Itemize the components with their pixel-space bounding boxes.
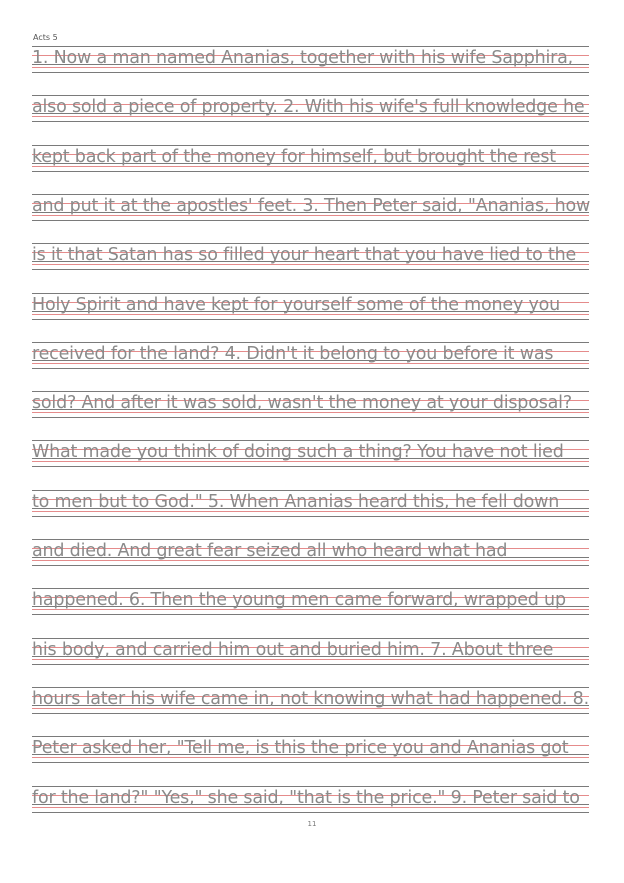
practice-line (32, 440, 589, 476)
trace-text: received for the land? 4. Didn't it belong to you before it was (32, 344, 554, 364)
trace-text: kept back part of the money for himself, but brought the rest (32, 147, 556, 167)
trace-text: for the land?" "Yes," she said, "that is the price." 9. Peter said to (32, 788, 580, 808)
practice-line (32, 391, 589, 427)
practice-line (32, 293, 589, 329)
gray-guide-rule (32, 220, 589, 221)
gray-guide-rule (32, 417, 589, 418)
practice-line (32, 638, 589, 674)
trace-text: and put it at the apostles' feet. 3. Then Peter said, "Ananias, how (32, 196, 591, 216)
gray-guide-rule (32, 812, 589, 813)
gray-guide-rule (32, 72, 589, 73)
gray-guide-rule (32, 516, 589, 517)
practice-line (32, 46, 589, 82)
gray-guide-rule (32, 466, 589, 467)
practice-line (32, 243, 589, 279)
trace-text: to men but to God." 5. When Ananias heard this, he fell down (32, 492, 560, 512)
page-number: 11 (307, 820, 317, 828)
trace-text: his body, and carried him out and buried him. 7. About three (32, 640, 554, 660)
trace-text: Peter asked her, "Tell me, is this the price you and Ananias got (32, 738, 569, 758)
trace-text: 1. Now a man named Ananias, together with his wife Sapphira, (32, 48, 574, 68)
practice-line (32, 145, 589, 181)
practice-line (32, 95, 589, 131)
trace-text: is it that Satan has so filled your heart that you have lied to the (32, 245, 577, 265)
gray-guide-rule (32, 121, 589, 122)
gray-guide-rule (32, 614, 589, 615)
practice-line (32, 687, 589, 723)
gray-guide-rule (32, 368, 589, 369)
gray-guide-rule (32, 565, 589, 566)
practice-line (32, 588, 589, 624)
trace-text: also sold a piece of property. 2. With his wife's full knowledge he (32, 97, 585, 117)
practice-line (32, 736, 589, 772)
practice-line (32, 490, 589, 526)
practice-line (32, 342, 589, 378)
gray-guide-rule (32, 713, 589, 714)
gray-guide-rule (32, 171, 589, 172)
practice-line (32, 194, 589, 230)
trace-text: What made you think of doing such a thing? You have not lied (32, 442, 564, 462)
gray-guide-rule (32, 319, 589, 320)
trace-text: sold? And after it was sold, wasn't the money at your disposal? (32, 393, 572, 413)
trace-text: Holy Spirit and have kept for yourself some of the money you (32, 295, 561, 315)
trace-text: hours later his wife came in, not knowing what had happened. 8. (32, 689, 589, 709)
practice-line (32, 539, 589, 575)
gray-guide-rule (32, 762, 589, 763)
gray-guide-rule (32, 664, 589, 665)
practice-line (32, 786, 589, 822)
gray-guide-rule (32, 269, 589, 270)
trace-text: happened. 6. Then the young men came forward, wrapped up (32, 590, 566, 610)
page-title: Acts 5 (33, 33, 58, 42)
trace-text: and died. And great fear seized all who heard what had (32, 541, 508, 561)
